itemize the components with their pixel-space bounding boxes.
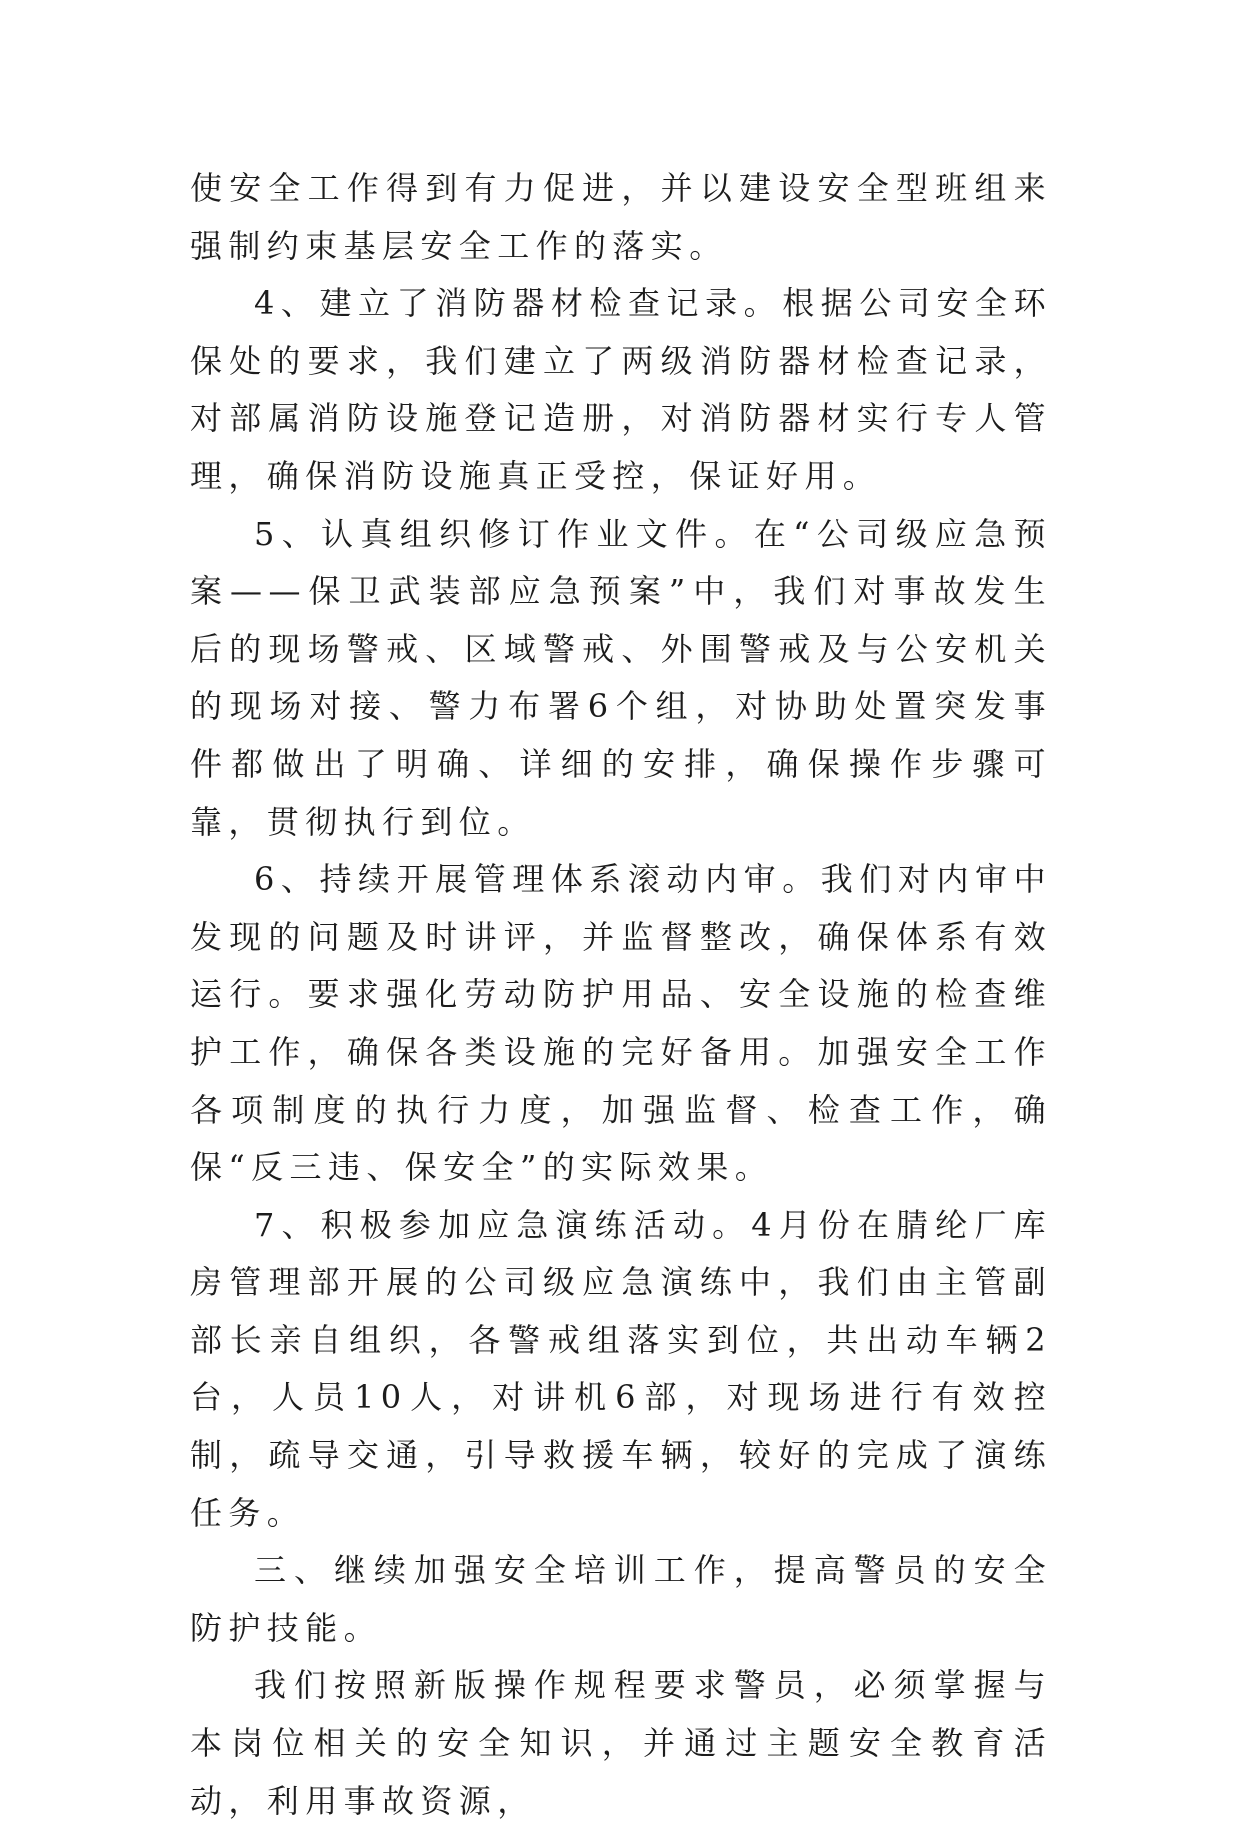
paragraph-continuation: 使安全工作得到有力促进，并以建设安全型班组来强制约束基层安全工作的落实。 — [190, 169, 1052, 265]
paragraph-item-6: 6、持续开展管理体系滚动内审。我们对内审中发现的问题及时讲评，并监督整改，确保体系有效运行。要求强化劳动防护用品、安全设施的检查维护工作，确保各类设施的完好备用。加强安全工作各项制度的执行力度，加强监督、检查工作，确保“反三违、保安全”的实际效果。 — [190, 860, 1052, 1187]
section-heading-3: 三、继续加强安全培训工作，提高警员的安全防护技能。 — [190, 1551, 1052, 1647]
paragraph-item-5: 5、认真组织修订作业文件。在“公司级应急预案——保卫武装部应急预案”中，我们对事故发生后的现场警戒、区域警戒、外围警戒及与公安机关的现场对接、警力布署6个组，对协助处置突发事件都做出了明确、详细的安排，确保操作步骤可靠，贯彻执行到位。 — [190, 514, 1052, 841]
document-body — [190, 160, 1052, 1830]
paragraph-training: 我们按照新版操作规程要求警员，必须掌握与本岗位相关的安全知识，并通过主题安全教育活动，利用事故资源， — [190, 1666, 1052, 1820]
paragraph-item-7: 7、积极参加应急演练活动。4月份在腈纶厂库房管理部开展的公司级应急演练中，我们由主管副部长亲自组织，各警戒组落实到位，共出动车辆2台，人员10人，对讲机6部，对现场进行有效控制，疏导交通，引导救援车辆，较好的完成了演练任务。 — [190, 1205, 1052, 1532]
paragraph-item-4: 4、建立了消防器材检查记录。根据公司安全环保处的要求，我们建立了两级消防器材检查记录，对部属消防设施登记造册，对消防器材实行专人管理，确保消防设施真正受控，保证好用。 — [190, 284, 1052, 495]
